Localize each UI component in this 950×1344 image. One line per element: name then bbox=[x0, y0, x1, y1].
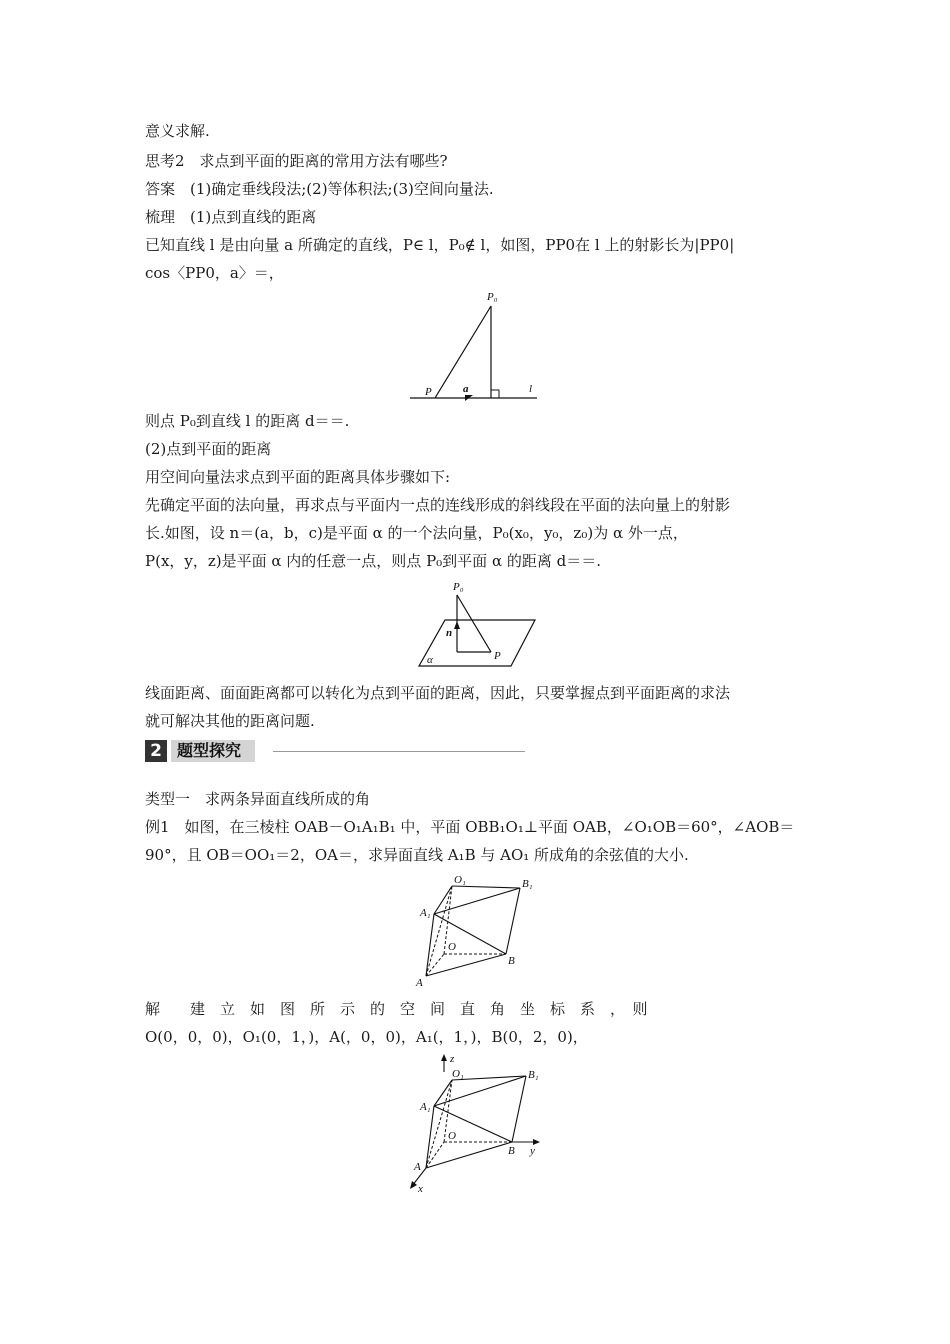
label-y-axis: y bbox=[530, 1145, 535, 1157]
label-p: P bbox=[494, 650, 501, 662]
example-line: 例1 如图，在三棱柱 OAB－O₁A₁B₁ 中，平面 OBB₁O₁⊥平面 OAB，∠O₁OB＝60°，∠AOB＝ bbox=[145, 818, 795, 836]
label-b: B bbox=[508, 955, 515, 967]
figure-point-to-plane bbox=[415, 578, 539, 670]
section-number: 2 bbox=[145, 740, 167, 762]
label-z-axis: z bbox=[450, 1053, 455, 1065]
subheading-line: (2)点到平面的距离 bbox=[145, 440, 272, 458]
text-line: 先确定平面的法向量，再求点与平面内一点的连线形成的斜线段在平面的法向量上的射影 bbox=[145, 496, 731, 514]
label-p0: P₀ bbox=[487, 291, 498, 303]
label-b1: B₁ bbox=[522, 878, 533, 890]
example-line: 90°，且 OB＝OO₁＝2，OA＝，求异面直线 A₁B 与 AO₁ 所成角的余弦值的大小. bbox=[145, 846, 689, 864]
label-a: A bbox=[416, 977, 423, 989]
label-vector-a: a bbox=[463, 383, 469, 395]
solution-line: O(0，0，0)，O₁(0，1，)，A(，0，0)，A₁(，1，)，B(0，2，0)， bbox=[145, 1028, 588, 1046]
figure-prism-coordinates bbox=[406, 1052, 554, 1198]
label-p: P bbox=[425, 386, 432, 398]
text-line: 长.如图，设 n＝(a，b，c)是平面 α 的一个法向量，P₀(x₀，y₀，z₀)为 α 外一点， bbox=[145, 524, 688, 542]
text-line: P(x，y，z)是平面 α 内的任意一点，则点 P₀到平面 α 的距离 d＝＝. bbox=[145, 552, 601, 570]
label-o1: O₁ bbox=[452, 1068, 464, 1080]
text-line: 就可解决其他的距离问题. bbox=[145, 712, 315, 730]
label-o1: O₁ bbox=[454, 874, 466, 886]
section-rule bbox=[273, 751, 525, 752]
text-line: cos〈PP0，a〉＝， bbox=[145, 264, 284, 282]
label-b: B bbox=[508, 1145, 515, 1157]
text-line: 已知直线 l 是由向量 a 所确定的直线，P∈ l，P₀∉ l，如图，PP0在 l 上的射影长为|PP0| bbox=[145, 236, 735, 254]
label-b1: B₁ bbox=[528, 1069, 539, 1081]
type-heading: 类型一 求两条异面直线所成的角 bbox=[145, 790, 371, 808]
label-normal-n: n bbox=[446, 627, 453, 639]
figure-point-to-line bbox=[405, 286, 545, 404]
text-line: 意义求解. bbox=[145, 122, 210, 140]
label-a: A bbox=[414, 1161, 421, 1173]
text-line: 用空间向量法求点到平面的距离具体步骤如下: bbox=[145, 468, 451, 486]
answer-line: 答案 (1)确定垂线段法;(2)等体积法;(3)空间向量法. bbox=[145, 180, 494, 198]
label-o: O bbox=[448, 941, 456, 953]
section-title: 题型探究 bbox=[171, 740, 255, 762]
label-a1: A₁ bbox=[420, 907, 431, 919]
text-line: 线面距离、面面距离都可以转化为点到平面的距离，因此，只要掌握点到平面距离的求法 bbox=[145, 684, 731, 702]
label-a1: A₁ bbox=[420, 1101, 431, 1113]
label-p0: P₀ bbox=[453, 581, 464, 593]
text-line: 则点 P₀到直线 l 的距离 d＝＝. bbox=[145, 412, 350, 430]
summary-line: 梳理 (1)点到直线的距离 bbox=[145, 208, 317, 226]
question-line: 思考2 求点到平面的距离的常用方法有哪些? bbox=[145, 152, 448, 170]
section-header bbox=[145, 739, 525, 763]
label-alpha: α bbox=[427, 654, 433, 666]
label-o: O bbox=[448, 1130, 456, 1142]
label-l: l bbox=[529, 383, 533, 395]
label-x-axis: x bbox=[418, 1183, 423, 1195]
figure-prism bbox=[412, 872, 552, 994]
solution-line: 解 建 立 如 图 所 示 的 空 间 直 角 坐 标 系 ， 则 bbox=[145, 1000, 648, 1018]
